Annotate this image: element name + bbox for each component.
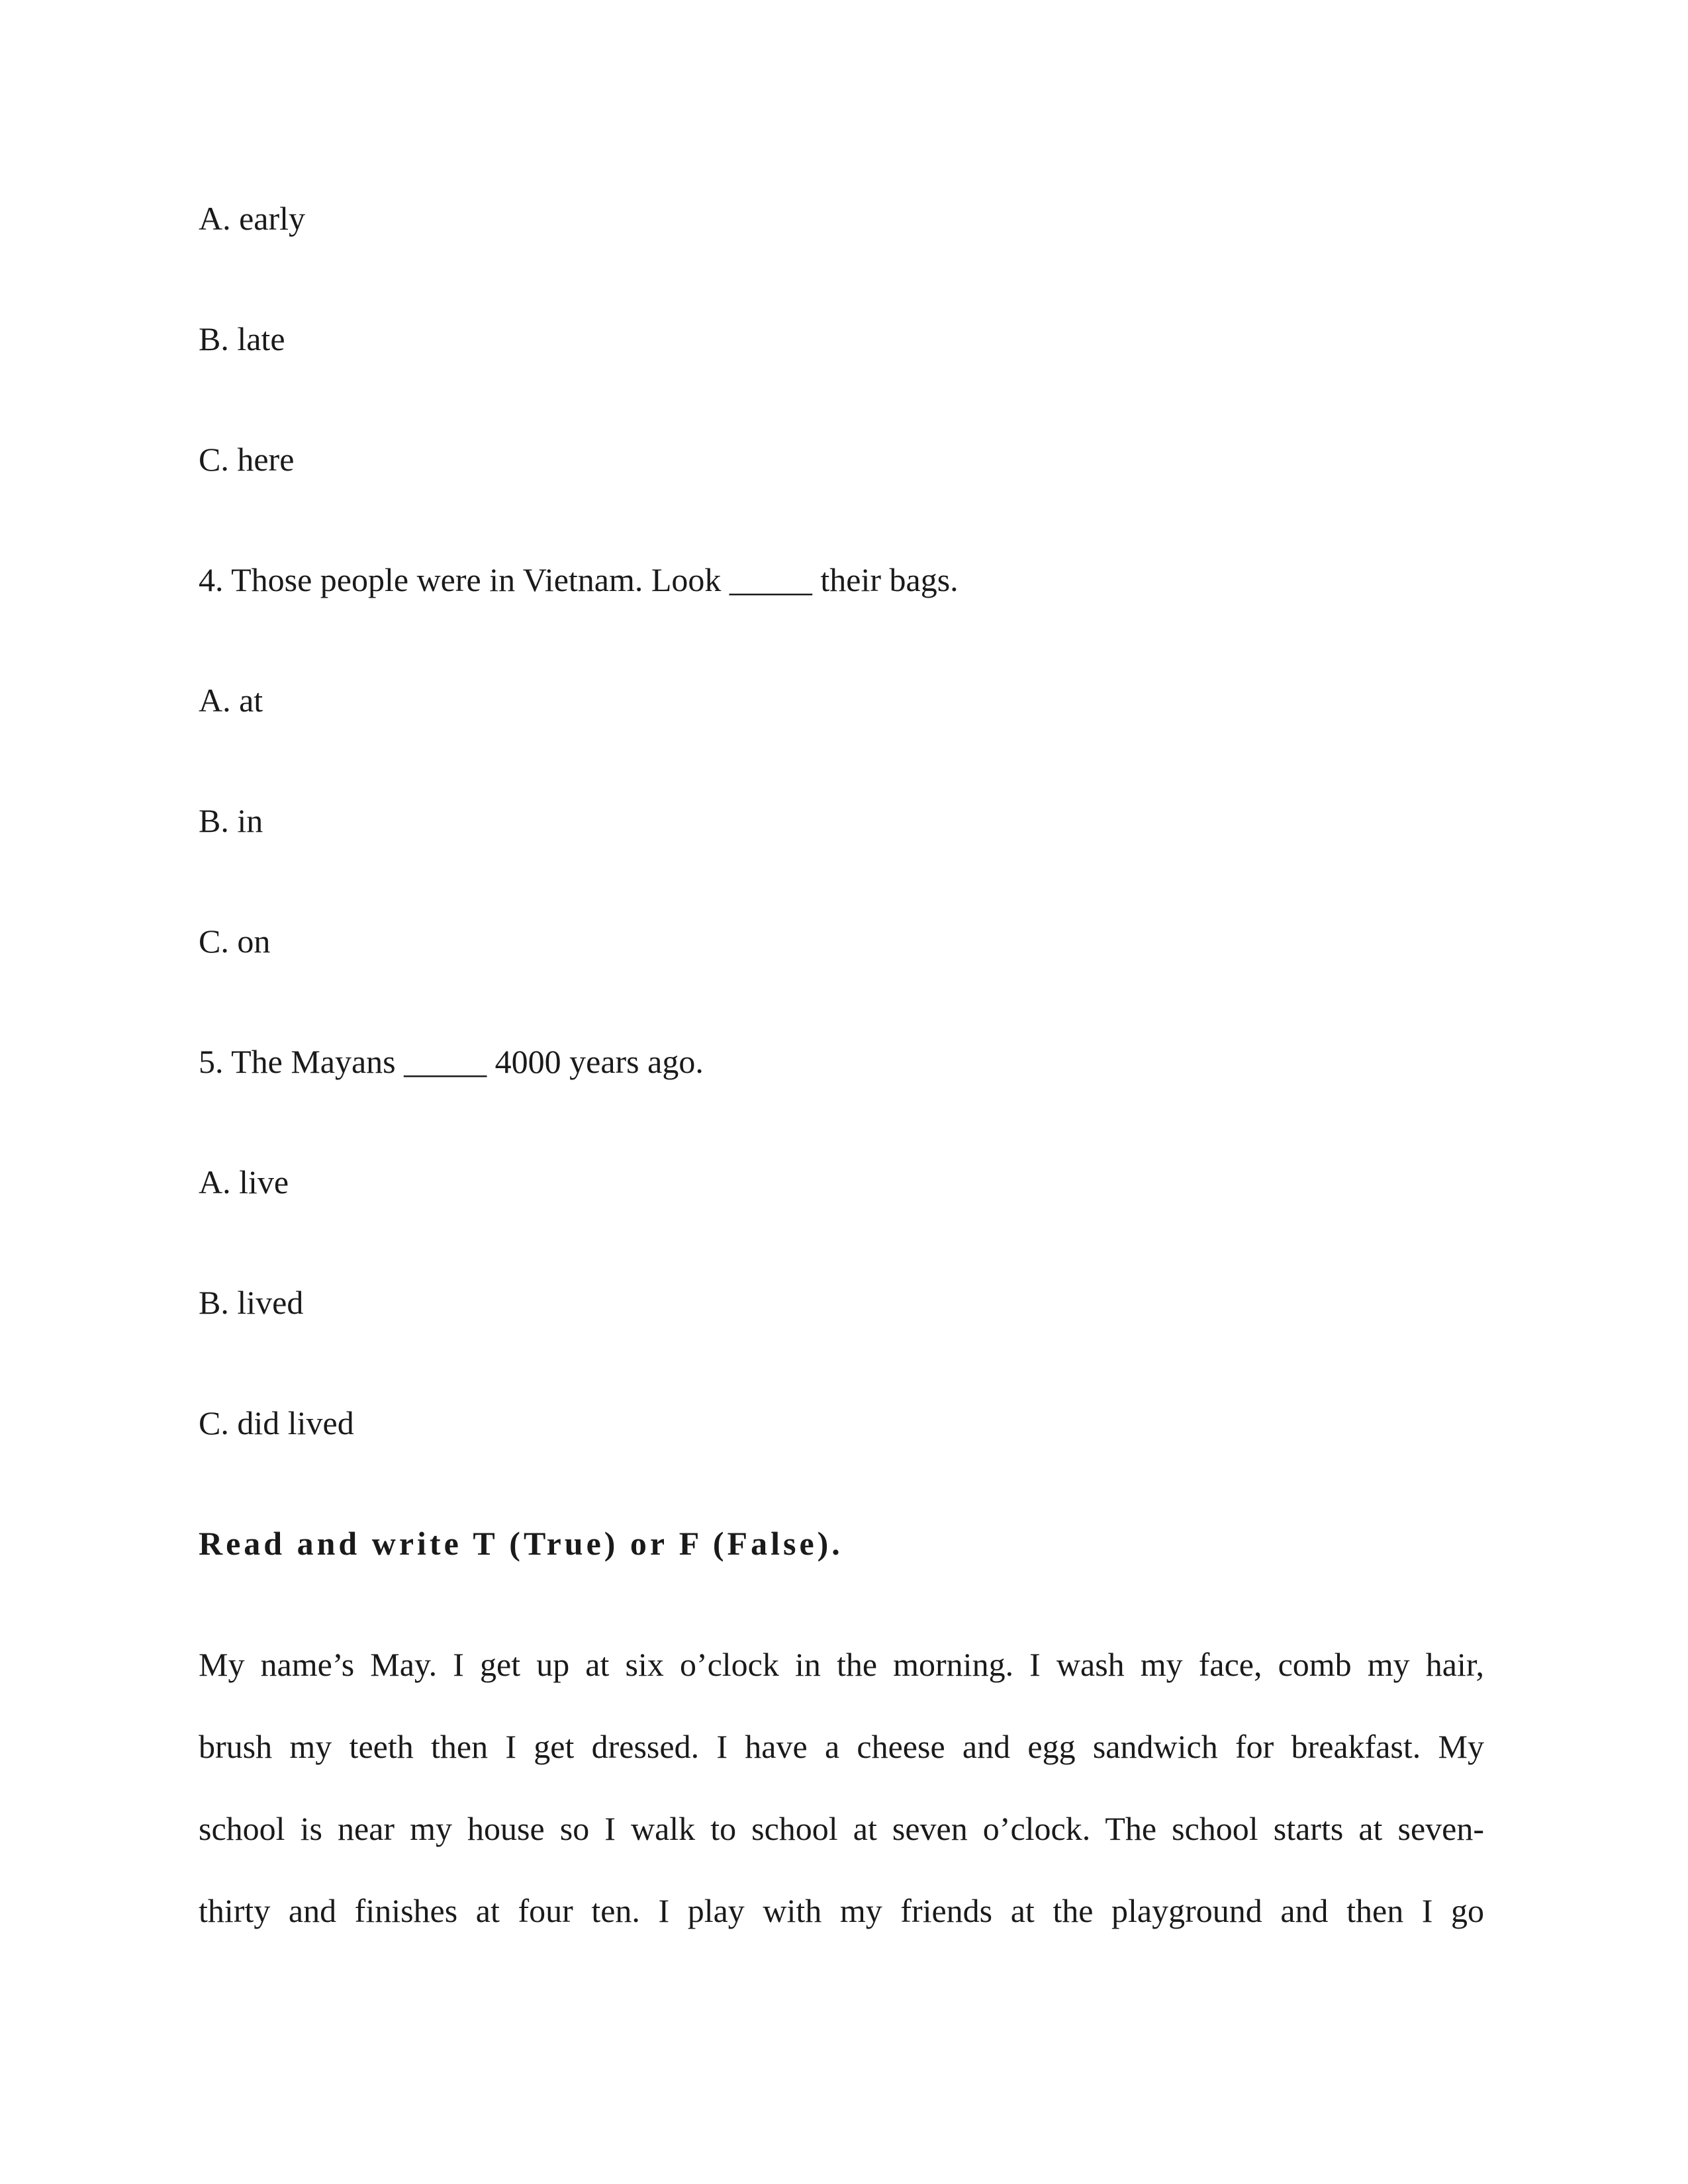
q5-question: 5. The Mayans _____ 4000 years ago.	[199, 1043, 704, 1080]
q3-option-b: B. late	[199, 320, 285, 357]
q5-option-b: B. lived	[199, 1284, 304, 1321]
paragraph-line: school is near my house so I walk to school at seven o’clock. The school starts at seven-	[199, 1810, 1484, 1847]
paragraph-line: thirty and finishes at four ten. I play with my friends at the playground and then I go	[199, 1892, 1484, 1929]
reading-paragraph	[199, 1645, 1484, 1973]
reading-heading: Read and write T (True) or F (False).	[199, 1525, 843, 1562]
q4-question: 4. Those people were in Vietnam. Look _____ their bags.	[199, 561, 959, 598]
q4-option-a: A. at	[199, 682, 263, 719]
q4-option-c: C. on	[199, 923, 271, 960]
paragraph-line: brush my teeth then I get dressed. I have a cheese and egg sandwich for breakfast. My	[199, 1728, 1484, 1765]
paragraph-line: My name’s May. I get up at six o’clock in the morning. I wash my face, comb my hair,	[199, 1646, 1484, 1683]
q3-option-a: A. early	[199, 200, 306, 237]
q5-option-c: C. did lived	[199, 1404, 354, 1441]
q5-option-a: A. live	[199, 1163, 289, 1201]
q3-option-c: C. here	[199, 441, 295, 478]
q4-option-b: B. in	[199, 802, 263, 839]
